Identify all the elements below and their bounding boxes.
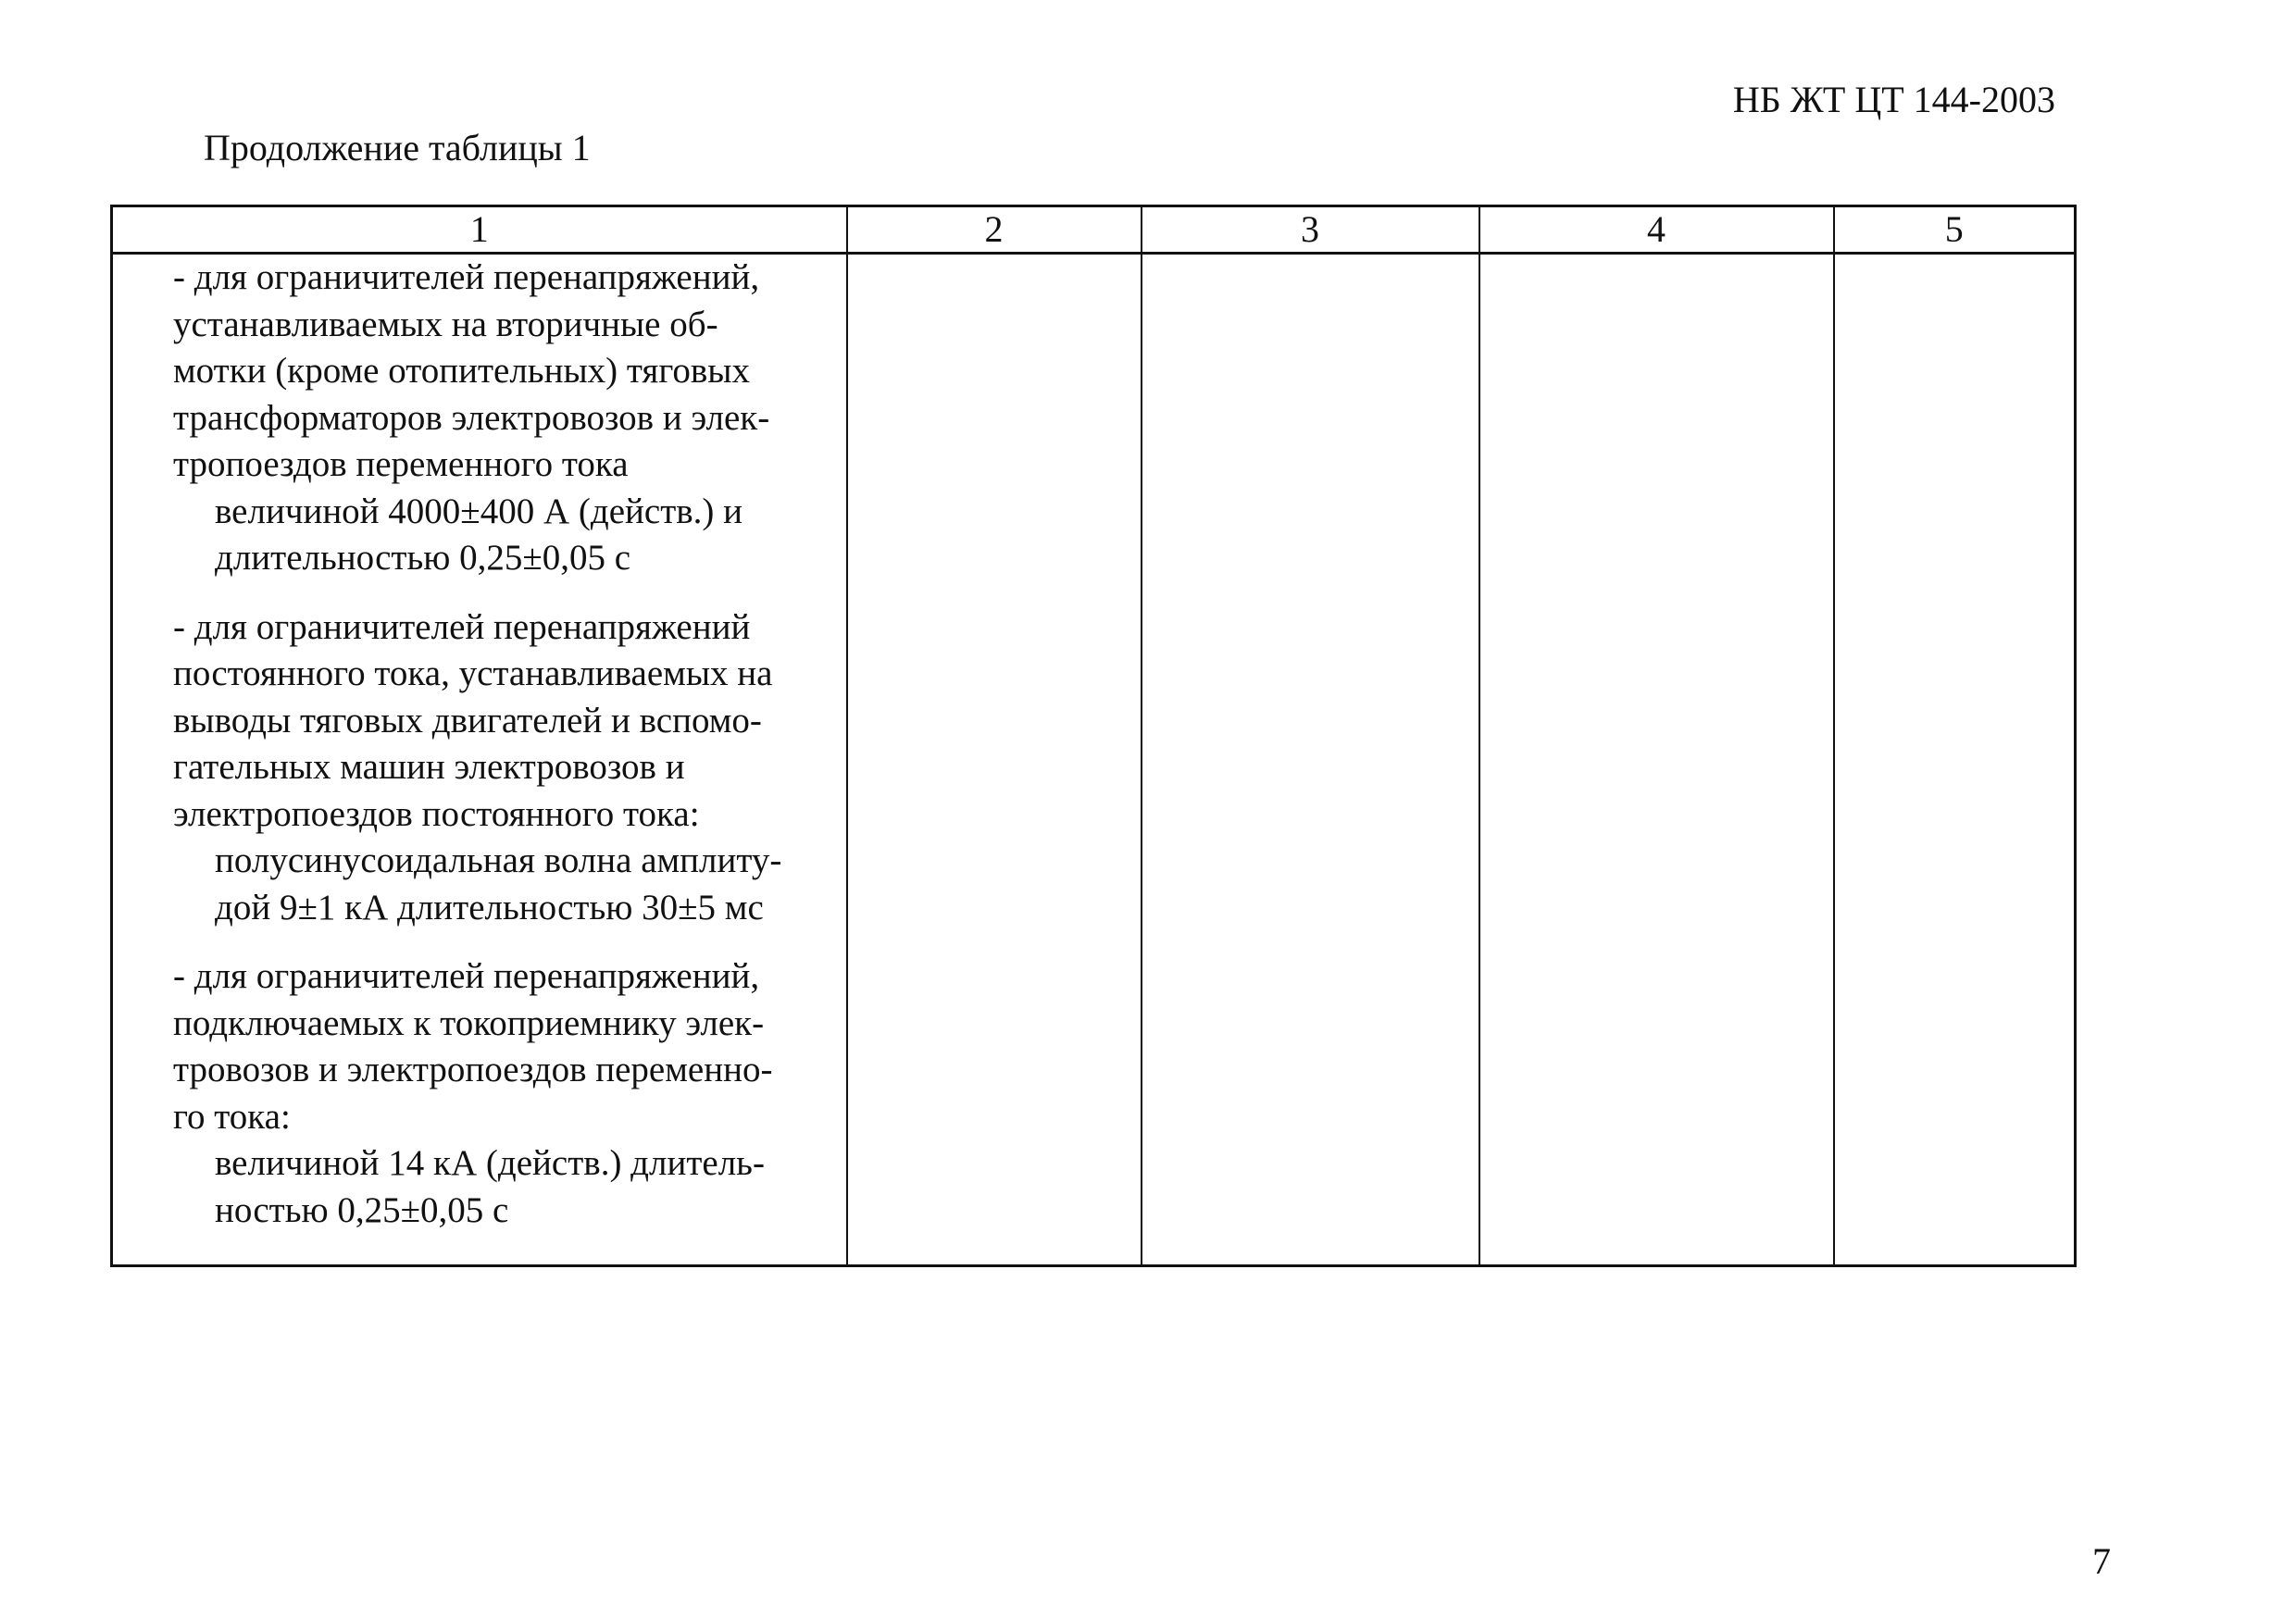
- requirement-subline: длительностью 0,25±0,05 с: [215, 538, 631, 578]
- column-header-3: 3: [1142, 206, 1479, 254]
- requirement-line: электропоездов постоянного тока:: [173, 793, 700, 834]
- requirement-subline: величиной 4000±400 А (действ.) и: [215, 491, 743, 531]
- requirement-subline: ностью 0,25±0,05 с: [215, 1189, 509, 1230]
- requirement-line: устанавливаемых на вторичные об-: [173, 304, 718, 344]
- requirement-block-2: [173, 604, 846, 932]
- requirement-line: гательных машин электровозов и: [173, 747, 685, 787]
- requirement-line: трансформаторов электровозов и элек-: [173, 397, 770, 438]
- requirement-block-1: [173, 255, 846, 582]
- table-header-row: [112, 206, 2076, 254]
- requirement-line: тровозов и электропоездов переменно-: [173, 1050, 773, 1089]
- requirement-block-3: [173, 953, 846, 1234]
- column-header-1: 1: [112, 206, 847, 254]
- requirement-line: мотки (кроме отопительных) тяговых: [173, 351, 750, 391]
- requirement-line: выводы тяговых двигателей и вспомо-: [173, 700, 762, 741]
- requirement-subline: дой 9±1 кА длительностью 30±5 мс: [215, 887, 764, 927]
- requirements-text: [113, 255, 846, 1234]
- table-cell-col4: [1479, 254, 1834, 1266]
- column-header-4: 4: [1479, 206, 1834, 254]
- requirement-line: подключаемых к токоприемнику элек-: [173, 1002, 765, 1043]
- requirement-line: постоянного тока, устанавливаемых на: [173, 653, 773, 693]
- requirement-line: тропоездов переменного тока: [173, 444, 629, 484]
- document-code: НБ ЖТ ЦТ 144-2003: [1732, 79, 2055, 120]
- table-cell-col2: [847, 254, 1142, 1266]
- table-cell-col3: [1142, 254, 1479, 1266]
- requirement-subline: полусинусоидальная волна амплиту-: [215, 840, 782, 880]
- requirement-line: - для ограничителей перенапряжений: [173, 606, 751, 647]
- requirement-subline: величиной 14 кА (действ.) длитель-: [215, 1143, 765, 1183]
- requirement-line: - для ограничителей перенапряжений,: [173, 257, 760, 297]
- requirement-line: - для ограничителей перенапряжений,: [173, 956, 760, 996]
- page-number: 7: [2092, 1540, 2111, 1582]
- table-cell-col5: [1834, 254, 2076, 1266]
- requirements-table: [110, 205, 2077, 1267]
- table-caption: Продолжение таблицы 1: [204, 127, 591, 168]
- table-cell-col1: [112, 254, 847, 1266]
- column-header-5: 5: [1834, 206, 2076, 254]
- table-row: [112, 254, 2076, 1266]
- column-header-2: 2: [847, 206, 1142, 254]
- requirement-line: го тока:: [173, 1096, 291, 1137]
